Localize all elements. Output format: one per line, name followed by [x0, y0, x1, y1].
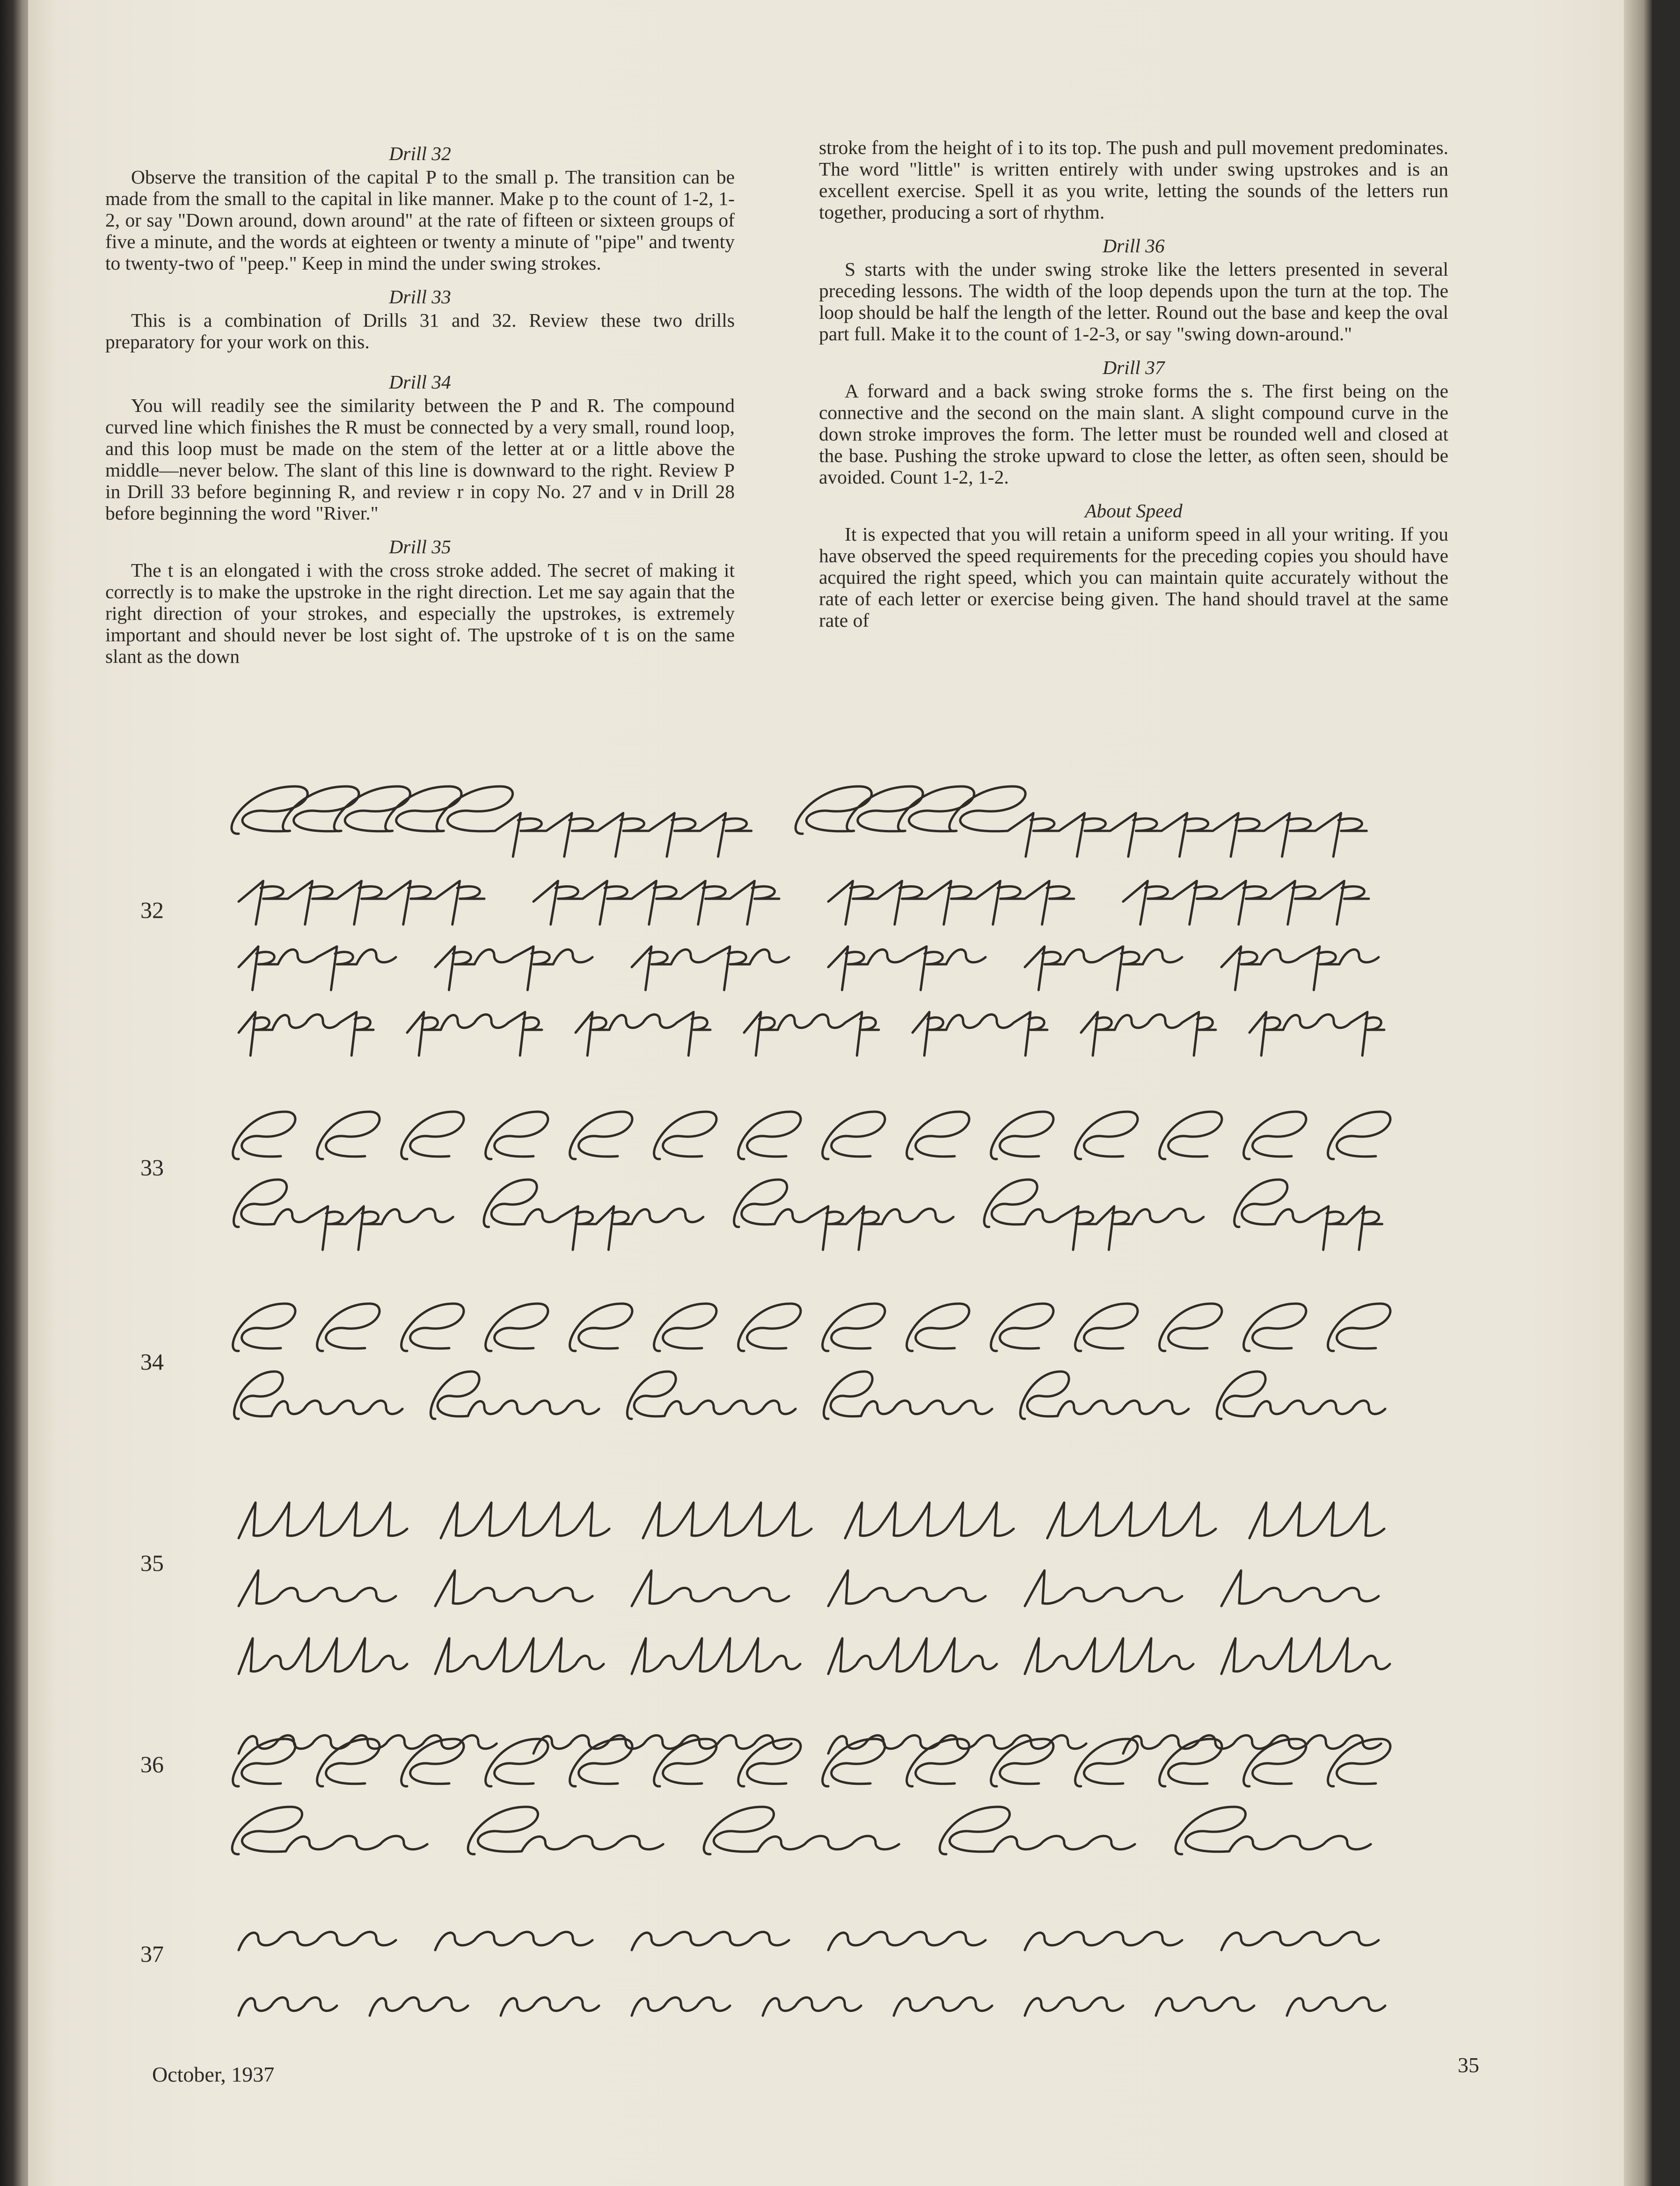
line-number-32: 32: [140, 897, 164, 923]
script-word-stroke: [233, 1112, 295, 1159]
script-word-stroke: [894, 1997, 992, 2016]
drill-32-text: Observe the transition of the capital P to the small p. The transition can be made from the small to the capital in like manner. Make p to the count of 1-2, 1-2, or say "Down around, down around" at the rate of fifteen or sixteen groups of five a minute, and the words at eighteen or twenty a minute of "pipe" and twenty to twenty-two of "peep." Keep in mind the under swing strokes.: [105, 166, 735, 274]
script-word-stroke: [402, 1112, 464, 1159]
script-word-stroke: [940, 1807, 1135, 1854]
script-word-stroke: [734, 1180, 954, 1250]
script-word-stroke: [239, 1997, 337, 2016]
script-word-stroke: [239, 946, 396, 990]
script-word-stroke: [570, 1739, 632, 1786]
script-word-stroke: [654, 1304, 716, 1351]
script-word-stroke: [1025, 1932, 1182, 1950]
script-word-stroke: [1160, 1304, 1222, 1351]
script-word-stroke: [1160, 1112, 1222, 1159]
script-word-stroke: [1221, 1570, 1379, 1606]
script-word-stroke: [402, 1304, 464, 1351]
script-word-stroke: [913, 1012, 1047, 1056]
script-word-stroke: [232, 786, 752, 857]
script-word-stroke: [984, 1180, 1204, 1250]
script-word-stroke: [533, 1735, 791, 1753]
script-word-stroke: [233, 1304, 295, 1351]
script-word-stroke: [1025, 946, 1182, 990]
script-word-stroke: [1025, 1997, 1123, 2016]
drill-33-title: Drill 33: [389, 286, 451, 308]
script-word-stroke: [1075, 1112, 1138, 1159]
script-word-stroke: [435, 1932, 592, 1950]
script-word-stroke: [796, 786, 1366, 857]
script-word-stroke: [234, 1372, 402, 1419]
script-word-stroke: [1234, 1180, 1382, 1250]
script-word-stroke: [1160, 1739, 1222, 1786]
about-speed-title: About Speed: [1085, 500, 1183, 521]
script-word-stroke: [763, 1997, 861, 2016]
script-word-stroke: [738, 1112, 801, 1159]
script-word-stroke: [407, 1012, 542, 1056]
script-word-stroke: [239, 1735, 497, 1753]
script-word-stroke: [239, 1503, 407, 1538]
script-word-stroke: [570, 1304, 632, 1351]
line-number-36: 36: [140, 1751, 164, 1777]
script-word-stroke: [1176, 1807, 1371, 1854]
script-word-stroke: [486, 1112, 548, 1159]
line-number-33: 33: [140, 1154, 164, 1181]
script-word-stroke: [1244, 1304, 1306, 1351]
script-word-stroke: [1020, 1372, 1189, 1419]
script-word-stroke: [1328, 1739, 1390, 1786]
script-word-stroke: [486, 1304, 548, 1351]
drill-35-continuation: stroke from the height of i to its top. The push and pull movement predominates. The word "little" is written entirely with under swing upstrokes and is an excellent exercise. Spell it as you write, letting the sounds of the letters run together, producing a sort of rhythm.: [819, 137, 1448, 223]
script-word-stroke: [643, 1503, 811, 1538]
script-word-stroke: [468, 1807, 663, 1854]
script-word-stroke: [239, 881, 484, 924]
script-word-stroke: [1249, 1503, 1384, 1538]
script-word-stroke: [828, 1932, 986, 1950]
script-word-stroke: [1328, 1304, 1390, 1351]
script-word-stroke: [435, 1638, 604, 1674]
script-word-stroke: [824, 1372, 992, 1419]
script-word-stroke: [632, 1570, 789, 1606]
drill-34-text: You will readily see the similarity between the P and R. The compound curved line which finishes the R must be connected by a very small, round loop, and this loop must be made on the stem of the letter at or a little above the middle—never below. The slant of this line is downward to the right. Review P in Drill 33 before beginning R, and review r in copy No. 27 and v in Drill 28 before beginning the word "River.": [105, 395, 735, 524]
script-word-stroke: [907, 1304, 969, 1351]
script-word-stroke: [1025, 1570, 1182, 1606]
script-word-stroke: [576, 1012, 710, 1056]
script-word-stroke: [1025, 1638, 1193, 1674]
script-word-stroke: [441, 1503, 609, 1538]
script-word-stroke: [232, 1807, 427, 1854]
left-text-column: [105, 143, 735, 667]
drill-35-title: Drill 35: [389, 536, 451, 558]
drill-37-title: Drill 37: [1103, 357, 1165, 378]
script-word-stroke: [738, 1304, 801, 1351]
script-word-stroke: [654, 1112, 716, 1159]
about-speed-text: It is expected that you will retain a uniform speed in all your writing. If you have observed the speed requirements for the preceding copies you should have acquired the right speed, which you can maintain quite accurately without the rate of each letter or exercise being given. The hand should travel at the same rate of: [819, 523, 1448, 631]
script-word-stroke: [828, 1570, 986, 1606]
script-word-stroke: [1249, 1012, 1384, 1056]
script-word-stroke: [744, 1012, 879, 1056]
drill-36-title: Drill 36: [1103, 235, 1165, 257]
script-word-stroke: [533, 881, 779, 924]
penmanship-copy-area: [220, 768, 1483, 2032]
script-word-stroke: [632, 1997, 730, 2016]
script-word-stroke: [239, 1932, 396, 1950]
page-number: 35: [1458, 2053, 1479, 2077]
script-word-stroke: [828, 1638, 997, 1674]
script-word-stroke: [370, 1997, 468, 2016]
drill-35-text: The t is an elongated i with the cross stroke added. The secret of making it correctly is to make the upstroke in the right direction. Let me say again that the right direction of your strokes, and especially the upstrokes, is extremely important and should never be lost sight of. The upstroke of t is on the same slant as the down: [105, 559, 735, 667]
drill-36-text: S starts with the under swing stroke like the letters presented in several preceding lessons. The width of the loop depends upon the turn at the top. The loop should be half the length of the letter. Round out the base and keep the oval part full. Make it to the count of 1-2-3, or say "swing down-around.": [819, 258, 1448, 345]
script-word-stroke: [1075, 1304, 1138, 1351]
script-word-stroke: [239, 1638, 407, 1674]
script-word-stroke: [1217, 1372, 1385, 1419]
script-word-stroke: [828, 1735, 1086, 1753]
script-word-stroke: [570, 1112, 632, 1159]
script-word-stroke: [1221, 1932, 1379, 1950]
script-word-stroke: [317, 1304, 380, 1351]
right-text-column: [819, 137, 1448, 631]
drill-37-text: A forward and a back swing stroke forms the s. The first being on the connective and the second on the main slant. A slight compound curve in the down stroke improves the form. The letter must be rounded well and closed at the base. Pushing the stroke upward to close the letter, as often seen, should be avoided. Count 1-2, 1-2.: [819, 380, 1448, 488]
script-word-stroke: [1156, 1997, 1254, 2016]
script-word-stroke: [704, 1807, 899, 1854]
script-word-stroke: [1123, 1735, 1381, 1753]
script-word-stroke: [823, 1112, 885, 1159]
footer-date: October, 1937: [152, 2062, 275, 2086]
script-word-stroke: [1244, 1112, 1306, 1159]
script-word-stroke: [823, 1304, 885, 1351]
drill-32-title: Drill 32: [389, 143, 451, 164]
script-word-stroke: [484, 1180, 703, 1250]
script-word-stroke: [632, 946, 789, 990]
script-word-stroke: [828, 946, 986, 990]
script-word-stroke: [1081, 1012, 1216, 1056]
line-number-35: 35: [140, 1550, 164, 1576]
script-word-stroke: [991, 1112, 1053, 1159]
script-word-stroke: [435, 946, 592, 990]
script-word-stroke: [627, 1372, 796, 1419]
script-word-stroke: [991, 1304, 1053, 1351]
script-word-stroke: [234, 1180, 453, 1250]
script-word-stroke: [402, 1739, 464, 1786]
script-word-stroke: [239, 1012, 373, 1056]
script-word-stroke: [907, 1112, 969, 1159]
script-word-stroke: [1287, 1997, 1385, 2016]
page-edge: [1624, 0, 1652, 2186]
script-word-stroke: [1047, 1503, 1216, 1538]
script-word-stroke: [632, 1932, 789, 1950]
script-word-stroke: [1221, 946, 1379, 990]
line-number-34: 34: [140, 1349, 164, 1375]
script-word-stroke: [435, 1570, 592, 1606]
line-number-37: 37: [140, 1941, 164, 1967]
script-word-stroke: [239, 1570, 396, 1606]
script-word-stroke: [845, 1503, 1014, 1538]
script-word-stroke: [828, 881, 1074, 924]
script-word-stroke: [1221, 1638, 1390, 1674]
script-word-stroke: [991, 1739, 1053, 1786]
script-word-stroke: [317, 1112, 380, 1159]
script-word-stroke: [738, 1739, 801, 1786]
script-word-stroke: [431, 1372, 599, 1419]
script-word-stroke: [632, 1638, 800, 1674]
script-word-stroke: [1328, 1112, 1390, 1159]
script-word-stroke: [1123, 881, 1369, 924]
drill-34-title: Drill 34: [389, 371, 451, 393]
script-word-stroke: [501, 1997, 599, 2016]
drill-33-text: This is a combination of Drills 31 and 32. Review these two drills preparatory for your work on this.: [105, 309, 735, 352]
